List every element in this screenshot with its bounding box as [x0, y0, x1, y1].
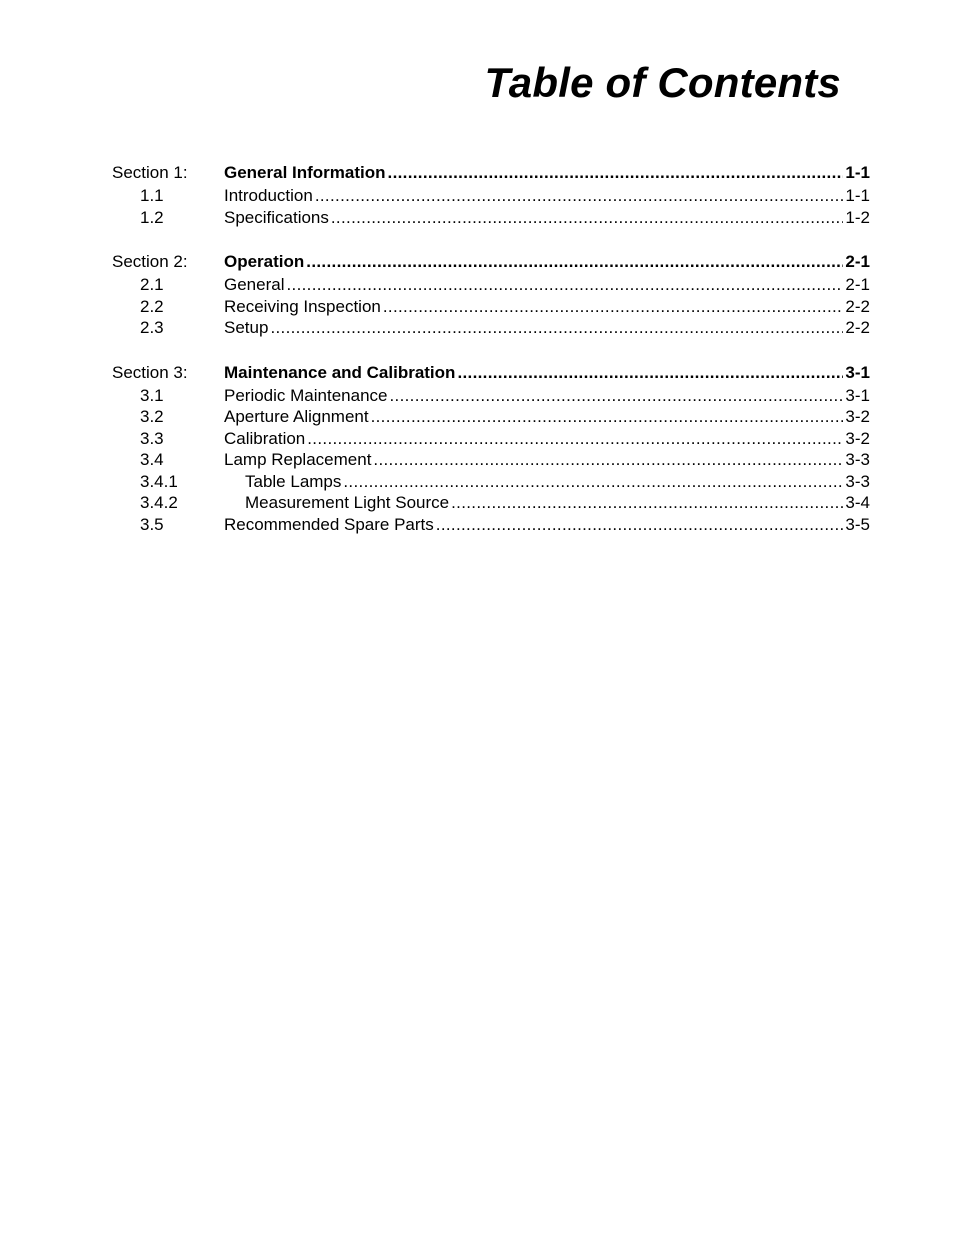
toc-section-heading[interactable]: [112, 360, 870, 385]
dot-leader: [383, 296, 844, 318]
dot-leader: [389, 385, 843, 407]
dot-leader: [388, 160, 844, 185]
item-page-number: 1-2: [845, 207, 870, 227]
toc-item[interactable]: [112, 514, 870, 536]
item-number: 3.4.1: [140, 471, 178, 491]
toc-section-2: [112, 249, 870, 339]
item-entry: [224, 428, 870, 450]
section-title: General Information: [224, 163, 386, 182]
item-number: 3.5: [140, 514, 164, 534]
item-page-number: 3-3: [845, 471, 870, 491]
section-page-number: 1-1: [845, 163, 870, 182]
item-entry: [224, 385, 870, 407]
section-title: Maintenance and Calibration: [224, 362, 456, 382]
dot-leader: [343, 471, 843, 493]
item-title: Receiving Inspection: [224, 296, 381, 316]
dot-leader: [373, 449, 843, 471]
item-number: 2.1: [140, 275, 164, 294]
section-entry: [224, 360, 870, 385]
toc-item[interactable]: [112, 406, 870, 428]
section-number: Section 1:: [112, 163, 188, 182]
dot-leader: [315, 185, 844, 207]
item-title: Recommended Spare Parts: [224, 514, 434, 534]
section-number: Section 3:: [112, 362, 188, 382]
item-number: 3.4.2: [140, 493, 178, 512]
section-page-number: 3-1: [845, 362, 870, 382]
item-entry: [224, 185, 870, 207]
item-title: General: [224, 275, 285, 294]
dot-leader: [457, 360, 843, 385]
dot-leader: [371, 406, 844, 428]
item-title: Lamp Replacement: [224, 450, 372, 469]
item-number: 3.1: [140, 385, 164, 405]
item-page-number: 3-5: [845, 514, 870, 534]
item-page-number: 2-1: [845, 275, 870, 294]
toc-subitem[interactable]: [112, 471, 870, 493]
toc-item[interactable]: [112, 296, 870, 318]
toc-item[interactable]: [112, 385, 870, 407]
item-title: Table Lamps: [245, 471, 342, 491]
item-page-number: 3-3: [845, 450, 870, 469]
item-entry: [224, 471, 870, 493]
item-entry: [224, 274, 870, 296]
item-entry: [224, 317, 870, 339]
item-title: Specifications: [224, 207, 329, 227]
item-entry: [224, 406, 870, 428]
page-title: Table of Contents: [484, 59, 841, 106]
item-entry: [224, 207, 870, 229]
table-of-contents: [112, 160, 870, 556]
dot-leader: [306, 249, 843, 274]
toc-section-3: [112, 360, 870, 536]
item-page-number: 3-2: [845, 407, 870, 426]
item-title: Setup: [224, 318, 269, 337]
item-number: 2.2: [140, 296, 164, 316]
section-entry: [224, 160, 870, 185]
item-entry: [224, 492, 870, 514]
toc-subitem[interactable]: [112, 492, 870, 514]
item-entry: [224, 514, 870, 536]
toc-item[interactable]: [112, 274, 870, 296]
dot-leader: [436, 514, 844, 536]
toc-item[interactable]: [112, 449, 870, 471]
item-entry: [224, 296, 870, 318]
item-page-number: 3-2: [845, 428, 870, 448]
item-title: Calibration: [224, 428, 306, 448]
dot-leader: [270, 317, 843, 339]
item-number: 3.3: [140, 428, 164, 448]
dot-leader: [307, 428, 843, 450]
item-title: Introduction: [224, 186, 313, 205]
item-page-number: 2-2: [845, 296, 870, 316]
item-title: Periodic Maintenance: [224, 385, 388, 405]
section-page-number: 2-1: [845, 252, 870, 271]
item-number: 1.2: [140, 207, 164, 227]
toc-item[interactable]: [112, 185, 870, 207]
item-number: 3.4: [140, 450, 164, 469]
item-page-number: 3-4: [845, 493, 870, 512]
item-title: Aperture Alignment: [224, 407, 369, 426]
toc-item[interactable]: [112, 428, 870, 450]
item-title: Measurement Light Source: [245, 493, 450, 512]
item-page-number: 1-1: [845, 186, 870, 205]
dot-leader: [451, 492, 843, 514]
toc-section-heading[interactable]: [112, 160, 870, 185]
section-number: Section 2:: [112, 252, 188, 271]
item-entry: [224, 449, 870, 471]
toc-item[interactable]: [112, 207, 870, 229]
item-number: 2.3: [140, 318, 164, 337]
item-page-number: 3-1: [845, 385, 870, 405]
dot-leader: [331, 207, 844, 229]
section-title: Operation: [224, 252, 305, 271]
toc-section-heading[interactable]: [112, 249, 870, 274]
dot-leader: [286, 274, 843, 296]
item-number: 1.1: [140, 186, 164, 205]
section-entry: [224, 249, 870, 274]
item-number: 3.2: [140, 407, 164, 426]
toc-item[interactable]: [112, 317, 870, 339]
toc-section-1: [112, 160, 870, 228]
item-page-number: 2-2: [845, 318, 870, 337]
